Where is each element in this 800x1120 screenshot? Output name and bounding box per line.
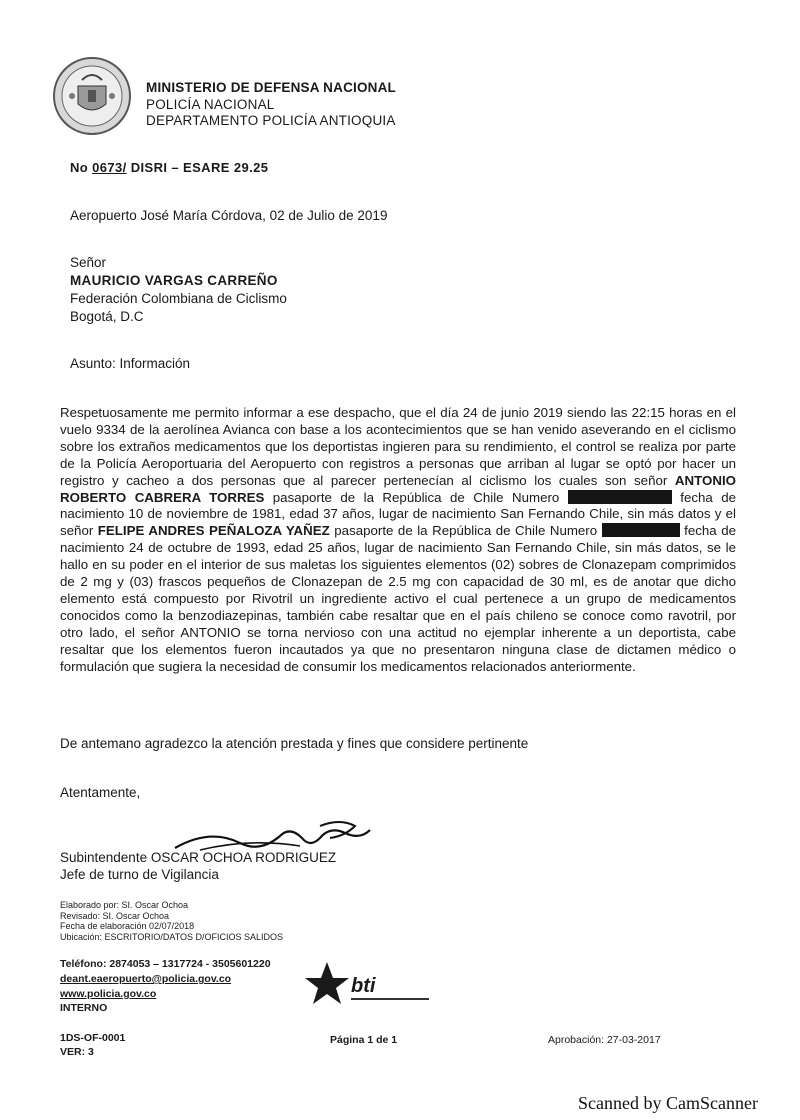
subject: Asunto: Información	[70, 356, 191, 371]
thanks-line: De antemano agradezco la atención prestada y fines que considere pertinente	[60, 736, 529, 751]
place-date: Aeropuerto José María Córdova, 02 de Julio de 2019	[70, 208, 388, 223]
closing: Atentamente,	[60, 785, 141, 800]
header-ministry: MINISTERIO DE DEFENSA NACIONAL	[146, 80, 397, 95]
reference-number: No 0673/ DISRI – ESARE 29.25	[70, 160, 269, 175]
signatory-role: Jefe de turno de Vigilancia	[60, 867, 219, 882]
quality-certification-logo	[305, 958, 435, 1018]
redaction-bar	[602, 523, 680, 537]
contact-website[interactable]: www.policia.gov.co	[60, 988, 157, 1000]
redaction-bar	[568, 490, 672, 504]
page-indicator: Página 1 de 1	[330, 1034, 398, 1046]
police-seal-icon	[52, 56, 132, 136]
recipient-org: Federación Colombiana de Ciclismo	[70, 291, 287, 306]
classification: INTERNO	[60, 1002, 108, 1014]
recipient-city: Bogotá, D.C	[70, 309, 144, 324]
letter-body: Respetuosamente me permito informar a ese despacho, que el día 24 de junio 2019 siendo las 22:15 horas en el vuelo 9334 de la aerolínea Avianca con base a los acontecimientos que se han venido aseverando en el ciclismo sobre los extraños medicamentos que los deportistas ingieren para su rendimiento, el control se realiza por parte de la Policía Aeroportuaria del Aeropuerto con registros a personas que arriban al lugar se optó por hacer un registro y cacheo a dos personas que al parecer pertenecían al ciclismo los cuales son señor ANTONIO ROBERTO CABRERA TORRES pasaporte de la República de Chile Numero fecha de nacimiento 10 de noviembre de 1981, edad 37 años, lugar de nacimiento San Fernando Chile, sin más datos y el señor FELIPE ANDRES PEÑALOZA YAÑEZ pasaporte de la República de Chile Numero fecha de nacimiento 24 de octubre de 1993, edad 25 años, lugar de nacimiento San Fernando Chile, sin más datos, se le hallo en su poder en el interior de sus maletas los siguientes elementos (02) sobres de Clonazepam comprimidos de 2 mg y (03) frascos pequeños de Clonazepan de 2.5 mg con capacidad de 30 ml, es de anotar que dicho elemento está compuesto por Rivotril un ingrediente activo el cual pertenece a un grupo de medicamentos conocidos como la benzodiazepinas, también cabe resaltar que en el país chileno se conoce como ravotril, por otro lado, el señor ANTONIO se torna nervioso con una actitud no ejemplar inherente a un deportista, cabe resaltar que los elementos fueron incautados ya que no presentaron ninguna clase de dictamen médico o formulación que sugiera la necesidad de consumir los medicamentos relacionados anteriormente.	[60, 405, 737, 674]
recipient-name: MAURICIO VARGAS CARREÑO	[70, 273, 278, 288]
document-metadata: Elaborado por: SI. Oscar Ochoa Revisado: SI. Oscar Ochoa Fecha de elaboración 02/07/2018 Ubicación: ESCRITORIO/DATOS D/OFICIOS SALIDOS	[60, 900, 284, 942]
header-police: POLICÍA NACIONAL	[146, 97, 275, 112]
recipient-salutation: Señor	[70, 255, 107, 270]
contact-email[interactable]: deant.eaeropuerto@policia.gov.co	[60, 973, 232, 985]
svg-text:bti: bti	[351, 975, 376, 997]
contact-phone: Teléfono: 2874053 – 1317724 - 3505601220	[60, 958, 271, 970]
approval-date: Aprobación: 27-03-2017	[548, 1034, 661, 1046]
document-code: 1DS-OF-0001	[60, 1032, 126, 1044]
scanner-watermark: Scanned by CamScanner	[578, 1093, 758, 1113]
signatory-name: Subintendente OSCAR OCHOA RODRIGUEZ	[60, 850, 337, 865]
document-version: VER: 3	[60, 1046, 94, 1058]
header-department: DEPARTAMENTO POLICÍA ANTIOQUIA	[146, 113, 396, 128]
